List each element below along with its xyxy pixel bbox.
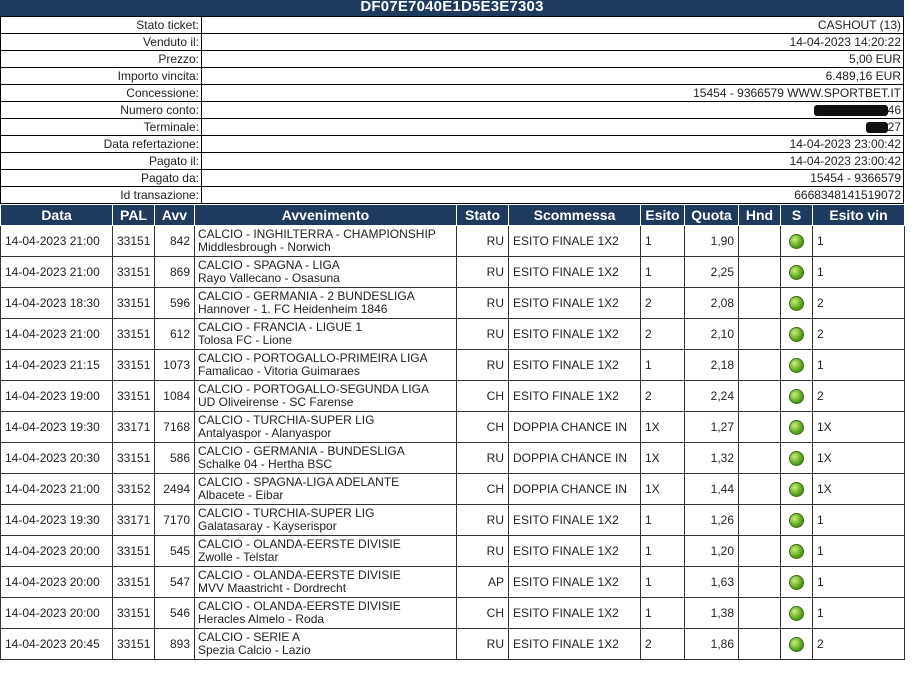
column-header-avv[interactable]: Avv — [155, 205, 195, 226]
info-row — [1, 187, 904, 204]
event-match: Spezia Calcio - Lazio — [198, 643, 311, 657]
column-header-scommessa[interactable]: Scommessa — [509, 205, 641, 226]
cell-s — [781, 319, 813, 350]
info-row — [1, 119, 904, 136]
info-value — [202, 51, 904, 68]
column-header-hnd[interactable]: Hnd — [739, 205, 781, 226]
event-match: Schalke 04 - Hertha BSC — [198, 457, 333, 471]
cell-esito: 1 — [641, 257, 685, 288]
event-match: Heracles Almelo - Roda — [198, 612, 325, 626]
info-value-text: 6668348141519072 — [794, 187, 901, 202]
event-league: CALCIO - PORTOGALLO-SEGUNDA LIGA — [198, 382, 429, 396]
cell-hnd — [739, 319, 781, 350]
cell-esito-vin: 1 — [813, 505, 905, 536]
column-header-pal[interactable]: PAL — [113, 205, 155, 226]
cell-scommessa: DOPPIA CHANCE IN — [509, 474, 641, 505]
cell-scommessa: ESITO FINALE 1X2 — [509, 288, 641, 319]
info-value-text: 14-04-2023 14:20:22 — [789, 34, 901, 49]
cell-esito-vin: 1X — [813, 474, 905, 505]
cell-pal: 33151 — [113, 350, 155, 381]
cell-stato: CH — [457, 598, 509, 629]
info-value-text: 15454 - 9366579 WWW.SPORTBET.IT — [693, 85, 901, 100]
green-dot-icon — [789, 265, 804, 280]
cell-avv: 547 — [155, 567, 195, 598]
cell-hnd — [739, 412, 781, 443]
event-league: CALCIO - TURCHIA-SUPER LIG — [198, 506, 375, 520]
cell-esito-vin: 1 — [813, 567, 905, 598]
cell-scommessa: ESITO FINALE 1X2 — [509, 598, 641, 629]
info-row — [1, 68, 904, 85]
table-row — [1, 381, 905, 412]
info-value-text: 27 — [887, 119, 901, 134]
cell-data: 14-04-2023 19:30 — [1, 412, 113, 443]
cell-hnd — [739, 257, 781, 288]
info-value — [202, 187, 904, 204]
cell-pal: 33151 — [113, 629, 155, 660]
info-value-text: 46 — [887, 102, 901, 117]
table-row — [1, 536, 905, 567]
column-header-avvenimento[interactable]: Avvenimento — [195, 205, 457, 226]
cell-data: 14-04-2023 21:00 — [1, 226, 113, 257]
cell-pal: 33151 — [113, 319, 155, 350]
table-row — [1, 226, 905, 257]
cell-data: 14-04-2023 18:30 — [1, 288, 113, 319]
cell-pal: 33151 — [113, 567, 155, 598]
cell-esito: 1 — [641, 505, 685, 536]
cell-stato: RU — [457, 505, 509, 536]
event-league: CALCIO - OLANDA-EERSTE DIVISIE — [198, 599, 401, 613]
cell-quota: 1,90 — [685, 226, 739, 257]
cell-data: 14-04-2023 21:00 — [1, 474, 113, 505]
info-label: Terminale: — [1, 119, 202, 136]
cell-s — [781, 226, 813, 257]
info-label: Importo vincita: — [1, 68, 202, 85]
green-dot-icon — [789, 420, 804, 435]
cell-avvenimento — [195, 536, 457, 567]
cell-avv: 842 — [155, 226, 195, 257]
cell-pal: 33171 — [113, 505, 155, 536]
cell-avvenimento — [195, 412, 457, 443]
green-dot-icon — [789, 513, 804, 528]
cell-hnd — [739, 226, 781, 257]
cell-avvenimento — [195, 474, 457, 505]
cell-avv: 1084 — [155, 381, 195, 412]
cell-esito: 2 — [641, 319, 685, 350]
cell-hnd — [739, 288, 781, 319]
cell-quota: 1,44 — [685, 474, 739, 505]
info-value-text: 15454 - 9366579 — [810, 170, 901, 185]
cell-avvenimento — [195, 350, 457, 381]
cell-avvenimento — [195, 598, 457, 629]
event-match: Antalyaspor - Alanyaspor — [198, 426, 332, 440]
cell-quota: 1,63 — [685, 567, 739, 598]
cell-esito: 1 — [641, 598, 685, 629]
cell-stato: RU — [457, 257, 509, 288]
green-dot-icon — [789, 358, 804, 373]
info-row — [1, 153, 904, 170]
cell-s — [781, 412, 813, 443]
event-league: CALCIO - FRANCIA - LIGUE 1 — [198, 320, 363, 334]
cell-quota: 1,38 — [685, 598, 739, 629]
cell-stato: RU — [457, 443, 509, 474]
cell-scommessa: ESITO FINALE 1X2 — [509, 319, 641, 350]
cell-hnd — [739, 381, 781, 412]
info-value — [202, 85, 904, 102]
cell-data: 14-04-2023 19:30 — [1, 505, 113, 536]
green-dot-icon — [789, 327, 804, 342]
ticket-id-title: DF07E7040E1D5E3E7303 — [0, 0, 904, 16]
cell-avv: 1073 — [155, 350, 195, 381]
cell-avvenimento — [195, 381, 457, 412]
cell-scommessa: DOPPIA CHANCE IN — [509, 443, 641, 474]
cell-s — [781, 536, 813, 567]
cell-avv: 7170 — [155, 505, 195, 536]
cell-s — [781, 443, 813, 474]
cell-data: 14-04-2023 20:00 — [1, 567, 113, 598]
column-header-quota[interactable]: Quota — [685, 205, 739, 226]
event-match: Rayo Vallecano - Osasuna — [198, 271, 340, 285]
info-value — [202, 17, 904, 34]
cell-data: 14-04-2023 19:00 — [1, 381, 113, 412]
event-match: Galatasaray - Kayserispor — [198, 519, 337, 533]
cell-hnd — [739, 443, 781, 474]
info-row — [1, 85, 904, 102]
cell-pal: 33152 — [113, 474, 155, 505]
cell-quota: 1,86 — [685, 629, 739, 660]
cell-avvenimento — [195, 505, 457, 536]
event-league: CALCIO - GERMANIA - BUNDESLIGA — [198, 444, 405, 458]
cell-avvenimento — [195, 319, 457, 350]
cell-hnd — [739, 536, 781, 567]
cell-scommessa: ESITO FINALE 1X2 — [509, 505, 641, 536]
cell-avv: 596 — [155, 288, 195, 319]
info-row — [1, 102, 904, 119]
info-label: Pagato il: — [1, 153, 202, 170]
cell-esito: 1 — [641, 567, 685, 598]
cell-esito-vin: 2 — [813, 288, 905, 319]
info-value-text: 14-04-2023 23:00:42 — [789, 153, 901, 168]
green-dot-icon — [789, 234, 804, 249]
info-label: Numero conto: — [1, 102, 202, 119]
info-row — [1, 51, 904, 68]
cell-pal: 33151 — [113, 598, 155, 629]
cell-quota: 2,25 — [685, 257, 739, 288]
table-row — [1, 505, 905, 536]
info-label: Stato ticket: — [1, 17, 202, 34]
event-league: CALCIO - TURCHIA-SUPER LIG — [198, 413, 375, 427]
event-league: CALCIO - SERIE A — [198, 630, 301, 644]
cell-quota: 1,26 — [685, 505, 739, 536]
info-value — [202, 119, 904, 136]
cell-esito-vin: 1 — [813, 350, 905, 381]
cell-esito: 1 — [641, 536, 685, 567]
cell-quota: 1,32 — [685, 443, 739, 474]
info-value — [202, 34, 904, 51]
cell-data: 14-04-2023 20:00 — [1, 598, 113, 629]
event-match: Famalicao - Vitoria Guimaraes — [198, 364, 360, 378]
cell-scommessa: ESITO FINALE 1X2 — [509, 567, 641, 598]
cell-pal: 33151 — [113, 226, 155, 257]
cell-quota: 2,18 — [685, 350, 739, 381]
table-row — [1, 257, 905, 288]
info-value-text: 14-04-2023 23:00:42 — [789, 136, 901, 151]
cell-esito: 1X — [641, 412, 685, 443]
cell-pal: 33151 — [113, 257, 155, 288]
cell-data: 14-04-2023 20:30 — [1, 443, 113, 474]
cell-hnd — [739, 629, 781, 660]
cell-quota: 1,20 — [685, 536, 739, 567]
cell-s — [781, 567, 813, 598]
info-value — [202, 68, 904, 85]
event-match: UD Oliveirense - SC Farense — [198, 395, 354, 409]
cell-pal: 33151 — [113, 443, 155, 474]
table-row — [1, 319, 905, 350]
event-match: MVV Maastricht - Dordrecht — [198, 581, 347, 595]
redacted-block — [814, 105, 888, 116]
cell-scommessa: ESITO FINALE 1X2 — [509, 536, 641, 567]
cell-esito-vin: 2 — [813, 629, 905, 660]
event-league: CALCIO - PORTOGALLO-PRIMEIRA LIGA — [198, 351, 428, 365]
cell-hnd — [739, 474, 781, 505]
cell-s — [781, 350, 813, 381]
cell-esito: 1 — [641, 350, 685, 381]
green-dot-icon — [789, 451, 804, 466]
cell-esito: 2 — [641, 288, 685, 319]
cell-avv: 612 — [155, 319, 195, 350]
cell-scommessa: ESITO FINALE 1X2 — [509, 381, 641, 412]
cell-avvenimento — [195, 257, 457, 288]
cell-hnd — [739, 350, 781, 381]
cell-s — [781, 474, 813, 505]
cell-avvenimento — [195, 288, 457, 319]
cell-quota: 1,27 — [685, 412, 739, 443]
info-value-text: 6.489,16 EUR — [825, 68, 901, 83]
info-value — [202, 153, 904, 170]
cell-s — [781, 288, 813, 319]
green-dot-icon — [789, 296, 804, 311]
info-value — [202, 102, 904, 119]
cell-avv: 2494 — [155, 474, 195, 505]
column-header-s[interactable]: S — [781, 205, 813, 226]
bets-table — [0, 204, 905, 660]
cell-quota: 2,24 — [685, 381, 739, 412]
cell-esito-vin: 1X — [813, 412, 905, 443]
green-dot-icon — [789, 637, 804, 652]
cell-stato: CH — [457, 381, 509, 412]
event-league: CALCIO - SPAGNA - LIGA — [198, 258, 340, 272]
cell-stato: RU — [457, 629, 509, 660]
info-row — [1, 17, 904, 34]
cell-avvenimento — [195, 567, 457, 598]
cell-avvenimento — [195, 443, 457, 474]
green-dot-icon — [789, 389, 804, 404]
cell-hnd — [739, 505, 781, 536]
cell-pal: 33151 — [113, 381, 155, 412]
event-match: Albacete - Eibar — [198, 488, 284, 502]
cell-s — [781, 505, 813, 536]
cell-stato: CH — [457, 412, 509, 443]
cell-avv: 893 — [155, 629, 195, 660]
table-row — [1, 412, 905, 443]
info-value — [202, 170, 904, 187]
cell-quota: 2,10 — [685, 319, 739, 350]
cell-data: 14-04-2023 20:00 — [1, 536, 113, 567]
cell-s — [781, 381, 813, 412]
column-header-esito[interactable]: Esito — [641, 205, 685, 226]
cell-stato: AP — [457, 567, 509, 598]
table-row — [1, 629, 905, 660]
info-label: Pagato da: — [1, 170, 202, 187]
cell-quota: 2,08 — [685, 288, 739, 319]
cell-avv: 546 — [155, 598, 195, 629]
cell-data: 14-04-2023 21:15 — [1, 350, 113, 381]
event-league: CALCIO - GERMANIA - 2 BUNDESLIGA — [198, 289, 415, 303]
cell-avvenimento — [195, 226, 457, 257]
cell-s — [781, 629, 813, 660]
info-label: Venduto il: — [1, 34, 202, 51]
table-row — [1, 288, 905, 319]
cell-stato: RU — [457, 226, 509, 257]
cell-esito: 1X — [641, 474, 685, 505]
info-row — [1, 170, 904, 187]
event-league: CALCIO - OLANDA-EERSTE DIVISIE — [198, 568, 401, 582]
event-league: CALCIO - SPAGNA-LIGA ADELANTE — [198, 475, 400, 489]
green-dot-icon — [789, 606, 804, 621]
cell-stato: RU — [457, 319, 509, 350]
cell-data: 14-04-2023 21:00 — [1, 319, 113, 350]
cell-data: 14-04-2023 20:45 — [1, 629, 113, 660]
cell-esito-vin: 1X — [813, 443, 905, 474]
info-value-text: 5,00 EUR — [848, 51, 901, 66]
table-row — [1, 567, 905, 598]
cell-esito-vin: 1 — [813, 226, 905, 257]
cell-stato: RU — [457, 536, 509, 567]
event-match: Tolosa FC - Lione — [198, 333, 293, 347]
cell-stato: RU — [457, 350, 509, 381]
event-league: CALCIO - OLANDA-EERSTE DIVISIE — [198, 537, 401, 551]
info-label: Prezzo: — [1, 51, 202, 68]
table-row — [1, 474, 905, 505]
green-dot-icon — [789, 575, 804, 590]
info-row — [1, 34, 904, 51]
cell-stato: CH — [457, 474, 509, 505]
cell-esito: 2 — [641, 381, 685, 412]
cell-scommessa: ESITO FINALE 1X2 — [509, 226, 641, 257]
event-match: Zwolle - Telstar — [198, 550, 279, 564]
cell-esito-vin: 2 — [813, 381, 905, 412]
redacted-block — [866, 122, 888, 133]
cell-esito-vin: 1 — [813, 536, 905, 567]
bets-header-row — [1, 205, 905, 226]
green-dot-icon — [789, 544, 804, 559]
cell-pal: 33171 — [113, 412, 155, 443]
info-value — [202, 136, 904, 153]
cell-esito: 2 — [641, 629, 685, 660]
cell-esito-vin: 1 — [813, 598, 905, 629]
cell-s — [781, 257, 813, 288]
cell-avv: 545 — [155, 536, 195, 567]
info-label: Id transazione: — [1, 187, 202, 204]
table-row — [1, 350, 905, 381]
cell-s — [781, 598, 813, 629]
green-dot-icon — [789, 482, 804, 497]
info-label: Data refertazione: — [1, 136, 202, 153]
table-row — [1, 443, 905, 474]
cell-pal: 33151 — [113, 536, 155, 567]
cell-stato: RU — [457, 288, 509, 319]
ticket-info-table — [0, 16, 904, 204]
cell-avv: 869 — [155, 257, 195, 288]
event-league: CALCIO - INGHILTERRA - CHAMPIONSHIP — [198, 227, 436, 241]
cell-avvenimento — [195, 629, 457, 660]
cell-scommessa: ESITO FINALE 1X2 — [509, 257, 641, 288]
info-row — [1, 136, 904, 153]
column-header-esito-vin[interactable]: Esito vin — [813, 205, 905, 226]
cell-scommessa: ESITO FINALE 1X2 — [509, 350, 641, 381]
cell-esito: 1X — [641, 443, 685, 474]
column-header-data[interactable]: Data — [1, 205, 113, 226]
info-value-text: CASHOUT (13) — [817, 17, 901, 32]
event-match: Hannover - 1. FC Heidenheim 1846 — [198, 302, 388, 316]
cell-avv: 586 — [155, 443, 195, 474]
cell-data: 14-04-2023 21:00 — [1, 257, 113, 288]
event-match: Middlesbrough - Norwich — [198, 240, 331, 254]
cell-pal: 33151 — [113, 288, 155, 319]
info-label: Concessione: — [1, 85, 202, 102]
column-header-stato[interactable]: Stato — [457, 205, 509, 226]
cell-esito-vin: 2 — [813, 319, 905, 350]
cell-scommessa: ESITO FINALE 1X2 — [509, 629, 641, 660]
cell-scommessa: DOPPIA CHANCE IN — [509, 412, 641, 443]
cell-avv: 7168 — [155, 412, 195, 443]
cell-esito-vin: 1 — [813, 257, 905, 288]
cell-hnd — [739, 598, 781, 629]
cell-esito: 1 — [641, 226, 685, 257]
table-row — [1, 598, 905, 629]
cell-hnd — [739, 567, 781, 598]
